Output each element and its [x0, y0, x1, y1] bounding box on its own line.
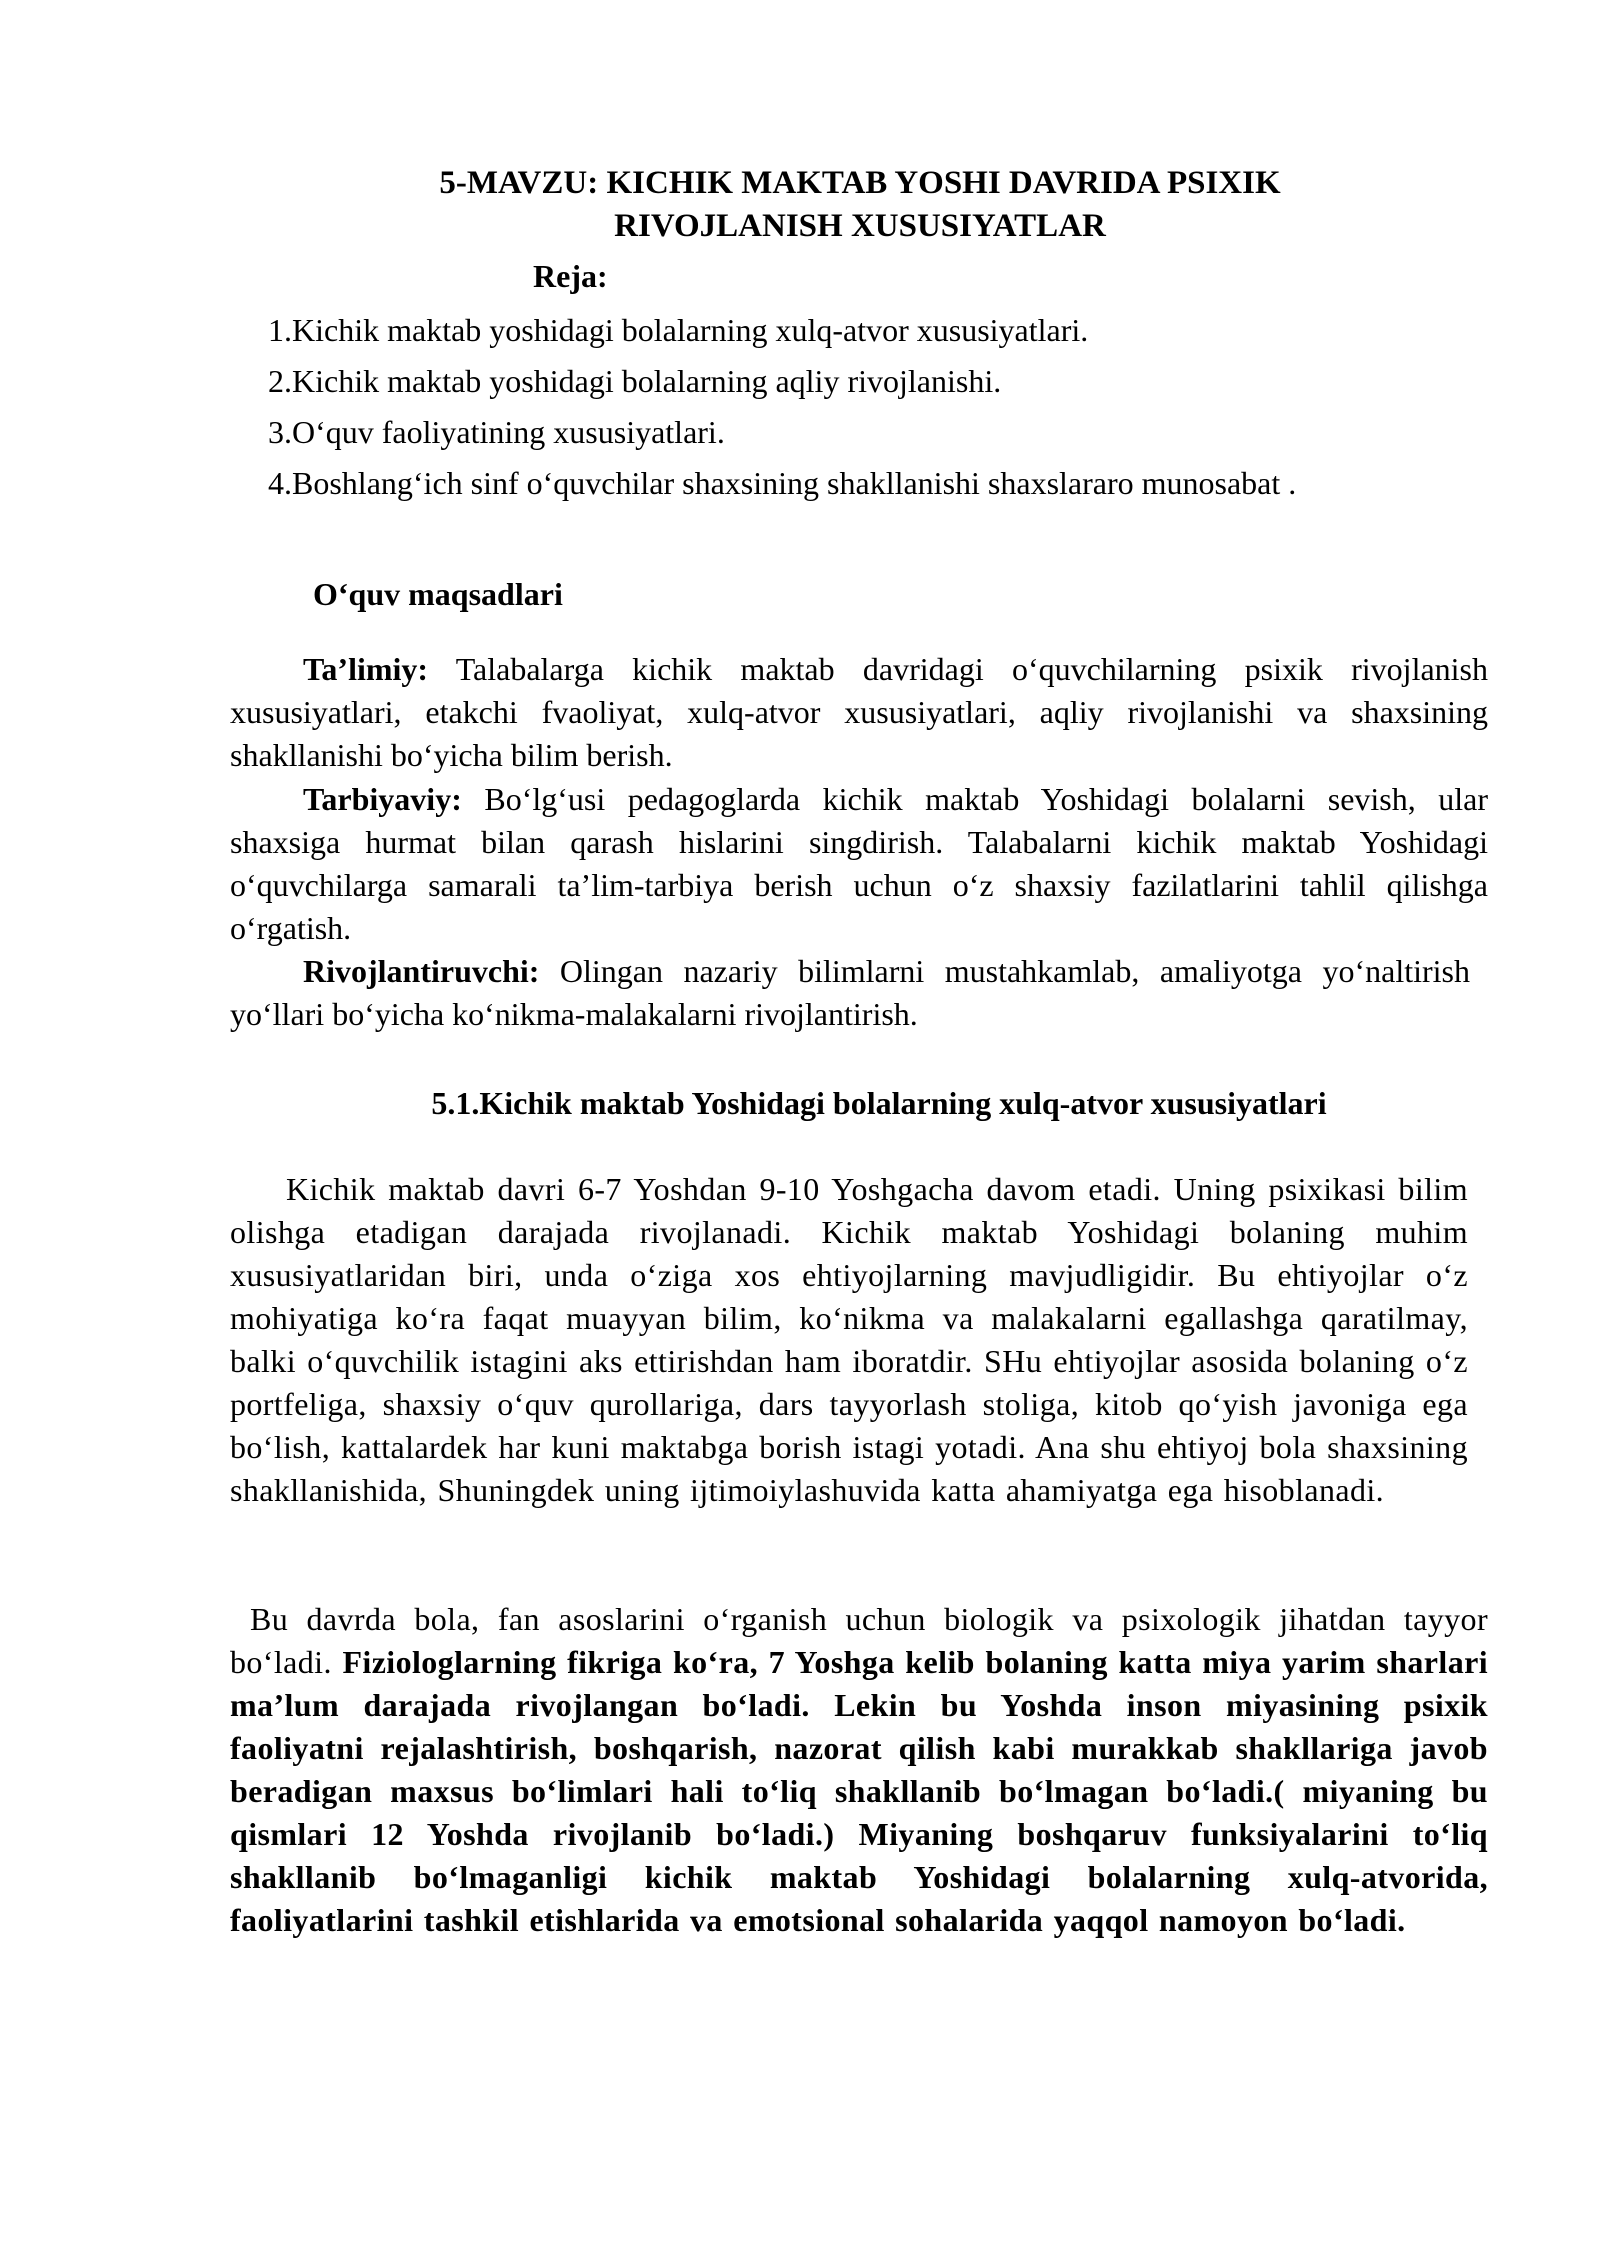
section-paragraph-1: Kichik maktab davri 6-7 Yoshdan 9-10 Yoshgacha davom etadi. Uning psixikasi bilim olishga etadigan darajada rivojlanadi. Kichik maktab Yoshidagi bolaning muhim xususiyatlaridan biri, unda o‘ziga xos ehtiyojlarning mavjudligidir. Bu ehtiyojlar o‘z mohiyatiga ko‘ra faqat muayyan bilim, ko‘nikma va malakalarni egallashga qaratilmay, balki o‘quvchilik istagini aks ettirishdan ham iboratdir. SHu ehtiyojlar asosida bolaning o‘z portfeliga, shaxsiy o‘quv qurollariga, dars tayyorlash stoliga, kitob qo‘yish javoniga ega bo‘lish, kattalardek har kuni maktabga borish istagi yotadi. Ana shu ehtiyoj bola shaxsining shakllanishida, Shuningdek uning ijtimoiylashuvida katta ahamiyatga ega hisoblanadi.	[230, 1171, 1468, 1508]
goal-developmental-text: Olingan nazariy bilimlarni mustahkamlab, amaliyotga yo‘naltirish yo‘llari bo‘yicha ko‘nikma-malakalarni rivojlantirish.	[230, 953, 1470, 1032]
goal-educational	[230, 648, 1488, 777]
plan-heading: Reja:	[533, 258, 608, 294]
plan-item-2: 2.Kichik maktab yoshidagi bolalarning aqliy rivojlanishi.	[268, 363, 1002, 399]
goal-developmental	[230, 950, 1470, 1036]
goal-upbringing-text: Bo‘lg‘usi pedagoglarda kichik maktab Yoshidagi bolalarni sevish, ular shaxsiga hurmat bilan qarash hislarini singdirish. Talabalarni kichik maktab Yoshidagi o‘quvchilarga samarali ta’lim-tarbiya berish uchun o‘z shaxsiy fazilatlarini tahlil qilishga o‘rgatish.	[230, 781, 1488, 946]
section-paragraph-2-bold: Fiziologlarning fikriga ko‘ra, 7 Yoshga kelib bolaning katta miya yarim sharlari ma’lum darajada rivojlangan bo‘ladi. Lekin bu Yoshda inson miyasining psixik faoliyatni rejalashtirish, boshqarish, nazorat qilish kabi murakkab shakllariga javob beradigan maxsus bo‘limlari hali to‘liq shakllanib bo‘lmagan bo‘ladi.( miyaning bu qismlari 12 Yoshda rivojlanib bo‘ladi.) Miyaning boshqaruv funksiyalarini to‘liq shakllanib bo‘lmaganligi kichik maktab Yoshidagi bolalarning xulq-atvorida, faoliyatlarini tashkil etishlarida va emotsional sohalarida yaqqol namoyon bo‘ladi.	[230, 1644, 1488, 1938]
goal-upbringing-label: Tarbiyaviy:	[303, 781, 462, 817]
goal-educational-text: Talabalarga kichik maktab davridagi o‘quvchilarning psixik rivojlanish xususiyatlari, etakchi fvaoliyat, xulq-atvor xususiyatlari, aqliy rivojlanishi va shaxsining shakllanishi bo‘yicha bilim berish.	[230, 651, 1488, 773]
section-paragraph-2-plain: Bu davrda bola, fan asoslarini o‘rganish uchun biologik va psixologik jihatdan tayyor bo‘ladi.	[230, 1601, 1488, 1680]
goal-developmental-label: Rivojlantiruvchi:	[303, 953, 540, 989]
title-line-1: 5-MAVZU: KICHIK MAKTAB YOSHI DAVRIDA PSIXIK	[439, 165, 1281, 201]
page-title	[330, 162, 1390, 248]
plan-item-3: 3.O‘quv faoliyatining xususiyatlari.	[268, 414, 725, 450]
plan-item-4: 4.Boshlang‘ich sinf o‘quvchilar shaxsining shakllanishi shaxslararo munosabat .	[268, 465, 1297, 501]
title-line-2: RIVOJLANISH XUSUSIYATLAR	[614, 208, 1106, 244]
goal-upbringing	[230, 778, 1488, 950]
goals-heading: O‘quv maqsadlari	[313, 576, 563, 612]
plan-item-1: 1.Kichik maktab yoshidagi bolalarning xulq-atvor xususiyatlari.	[268, 312, 1089, 348]
goal-educational-label: Ta’limiy:	[303, 651, 429, 687]
section-heading: 5.1.Kichik maktab Yoshidagi bolalarning xulq-atvor xususiyatlari	[431, 1085, 1327, 1121]
section-paragraph-2	[230, 1598, 1488, 1942]
